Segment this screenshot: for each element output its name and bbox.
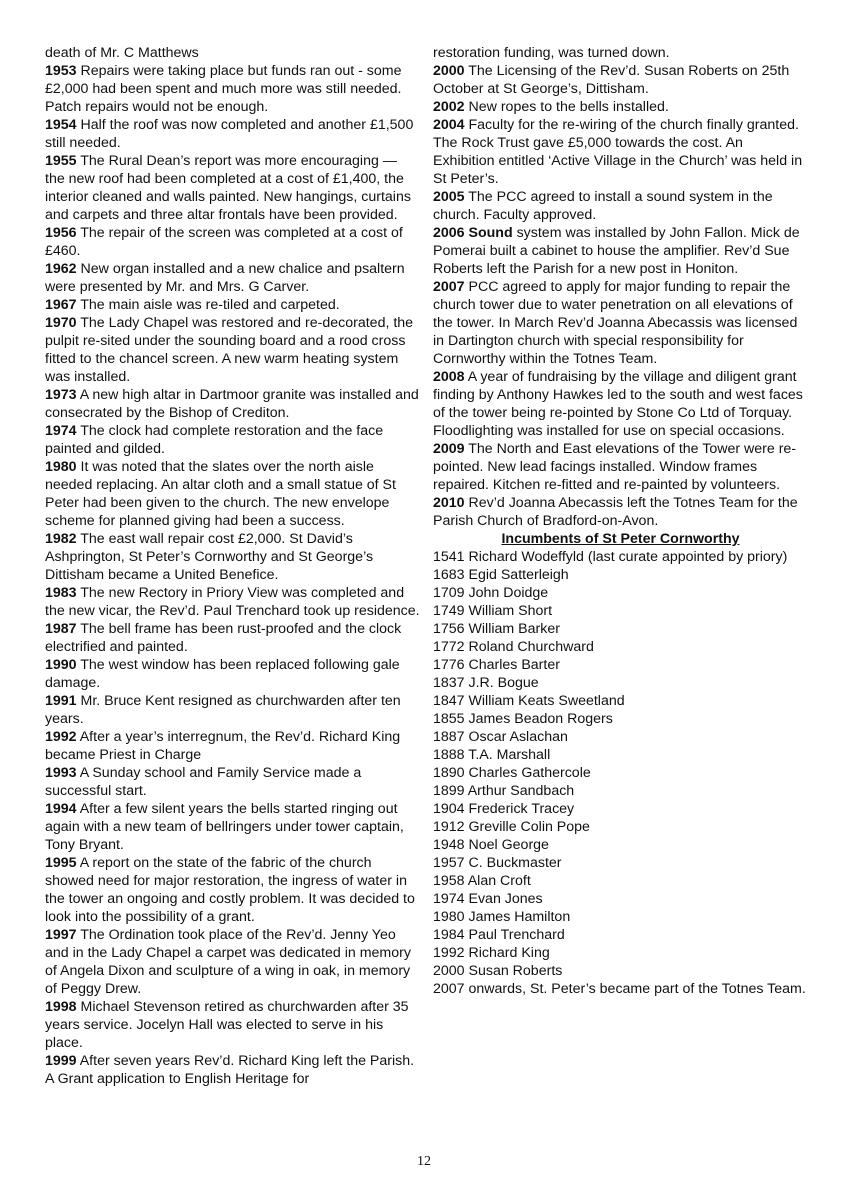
incumbent-entry: 1992 Richard King xyxy=(433,945,550,961)
entry-year: 1998 xyxy=(45,999,77,1015)
incumbent-entry: 1887 Oscar Aslachan xyxy=(433,729,568,745)
entry-year: 2002 xyxy=(433,99,465,115)
timeline-entry xyxy=(45,620,420,656)
incumbent-entry: 1890 Charles Gathercole xyxy=(433,765,591,781)
timeline-entry xyxy=(45,800,420,854)
entry-year: 1991 xyxy=(45,693,77,709)
entry-text: The PCC agreed to install a sound system in the church. Faculty approved. xyxy=(433,189,773,223)
incumbent-entry: 1904 Frederick Tracey xyxy=(433,801,575,817)
entry-text: The Ordination took place of the Rev’d. Jenny Yeo and in the Lady Chapel a carpet was dedicated in memory of Angela Dixon and sculpture of a wing in oak, in memory of Peggy Drew. xyxy=(45,927,411,997)
entry-text: Rev’d Joanna Abecassis left the Totnes Team for the Parish Church of Bradford-on-Avon. xyxy=(433,495,798,529)
incumbents-list xyxy=(433,548,808,998)
entry-year: 1982 xyxy=(45,531,77,547)
timeline-entry xyxy=(45,656,420,692)
timeline-entry xyxy=(45,116,420,152)
timeline-entry xyxy=(45,584,420,620)
timeline-entry xyxy=(45,530,420,584)
timeline-entry xyxy=(45,764,420,800)
entry-year: 2008 xyxy=(433,369,465,385)
entry-text: death of Mr. C Matthews xyxy=(45,45,199,61)
incumbent-entry: 1974 Evan Jones xyxy=(433,891,543,907)
entry-year: 1980 xyxy=(45,459,77,475)
entry-text: A new high altar in Dartmoor granite was installed and consecrated by the Bishop of Crediton. xyxy=(45,387,419,421)
entry-year: 1999 xyxy=(45,1053,77,1069)
entry-text: Repairs were taking place but funds ran out - some £2,000 had been spent and much more was still needed. Patch repairs would not be enough. xyxy=(45,63,402,115)
entry-text: Michael Stevenson retired as churchwarden after 35 years service. Jocelyn Hall was elected to serve in his place. xyxy=(45,999,409,1051)
timeline-entry xyxy=(433,44,808,62)
entry-year: 1987 xyxy=(45,621,77,637)
entry-year: 1997 xyxy=(45,927,77,943)
timeline-entry xyxy=(433,368,808,440)
entry-year: 2007 xyxy=(433,279,465,295)
incumbent-entry: 1776 Charles Barter xyxy=(433,657,560,673)
incumbent-entry: 1958 Alan Croft xyxy=(433,873,531,889)
entry-year: 1983 xyxy=(45,585,77,601)
incumbent-entry: 1984 Paul Trenchard xyxy=(433,927,565,943)
entry-year: 2005 xyxy=(433,189,465,205)
entry-text: The bell frame has been rust-proofed and the clock electrified and painted. xyxy=(45,621,402,655)
timeline-entry xyxy=(45,62,420,116)
entry-text: A Sunday school and Family Service made a successful start. xyxy=(45,765,362,799)
entry-year: 1973 xyxy=(45,387,77,403)
entry-year: 2006 Sound xyxy=(433,225,513,241)
incumbent-entry: 1772 Roland Churchward xyxy=(433,639,594,655)
timeline-entry xyxy=(45,296,420,314)
entry-text: The new Rectory in Priory View was completed and the new vicar, the Rev’d. Paul Trenchard took up residence. xyxy=(45,585,420,619)
entry-text: restoration funding, was turned down. xyxy=(433,45,670,61)
entry-year: 1970 xyxy=(45,315,77,331)
page-number: 12 xyxy=(417,1154,431,1169)
incumbents-heading: Incumbents of St Peter Cornworthy xyxy=(501,531,740,547)
entry-text: After a few silent years the bells started ringing out again with a new team of bellringers under tower captain, Tony Bryant. xyxy=(45,801,404,853)
entry-text: The Licensing of the Rev’d. Susan Roberts on 25th October at St George’s, Dittisham. xyxy=(433,63,790,97)
entry-year: 1995 xyxy=(45,855,77,871)
timeline-entry xyxy=(433,440,808,494)
entry-year: 1992 xyxy=(45,729,77,745)
incumbent-entry: 1749 William Short xyxy=(433,603,553,619)
timeline-entry xyxy=(433,494,808,530)
incumbent-entry: 1957 C. Buckmaster xyxy=(433,855,562,871)
incumbent-entry: 1888 T.A. Marshall xyxy=(433,747,551,763)
timeline-entry xyxy=(45,926,420,998)
entry-year: 1962 xyxy=(45,261,77,277)
entry-text: The west window has been replaced following gale damage. xyxy=(45,657,400,691)
entry-year: 1994 xyxy=(45,801,77,817)
entry-text: The east wall repair cost £2,000. St David’s Ashprington, St Peter’s Cornworthy and St George’s Dittisham became a United Benefice. xyxy=(45,531,374,583)
timeline-entry xyxy=(45,422,420,458)
entry-year: 2010 xyxy=(433,495,465,511)
entry-text: The North and East elevations of the Tower were re-pointed. New lead facings installed. Window frames repaired. Kitchen re-fitted and re-painted by volunteers. xyxy=(433,441,797,493)
incumbent-entry: 1837 J.R. Bogue xyxy=(433,675,539,691)
timeline-entry xyxy=(433,188,808,224)
entry-year: 2009 xyxy=(433,441,465,457)
incumbent-entry: 1948 Noel George xyxy=(433,837,549,853)
entry-year: 1955 xyxy=(45,153,77,169)
entry-text: After a year’s interregnum, the Rev’d. Richard King became Priest in Charge xyxy=(45,729,401,763)
entry-text: The Rural Dean’s report was more encouraging — the new roof had been completed at a cost of £1,400, the interior cleaned and walls painted. New hangings, curtains and carpets and three altar frontals have been provided. xyxy=(45,153,411,223)
entry-text: A report on the state of the fabric of the church showed need for major restoration, the ingress of water in the tower an ongoing and costly problem. It was decided to look into the possibility of a grant. xyxy=(45,855,415,925)
entry-year: 1953 xyxy=(45,63,77,79)
entry-year: 1956 xyxy=(45,225,77,241)
incumbent-entry: 1899 Arthur Sandbach xyxy=(433,783,575,799)
entry-text: PCC agreed to apply for major funding to repair the church tower due to water penetration on all elevations of the tower. In March Rev’d Joanna Abecassis was licensed in Dartington church with special responsibility for Cornworthy within the Totnes Team. xyxy=(433,279,798,367)
timeline-entry xyxy=(45,854,420,926)
timeline-entry xyxy=(433,98,808,116)
entry-year: 1993 xyxy=(45,765,77,781)
right-column xyxy=(433,44,808,998)
entry-text: The Lady Chapel was restored and re-decorated, the pulpit re-sited under the sounding board and a rood cross fitted to the chancel screen. A new warm heating system was installed. xyxy=(45,315,414,385)
incumbent-entry: 1847 William Keats Sweetland xyxy=(433,693,625,709)
timeline-entry xyxy=(45,314,420,386)
incumbent-entry: 2000 Susan Roberts xyxy=(433,963,563,979)
entry-text: A year of fundraising by the village and diligent grant finding by Anthony Hawkes led to the south and west faces of the tower being re-pointed by Stone Co Ltd of Torquay. Floodlighting was installed for use on special occasions. xyxy=(433,369,803,439)
timeline-entry xyxy=(45,692,420,728)
entry-text: The repair of the screen was completed at a cost of £460. xyxy=(45,225,403,259)
incumbent-entry: 1541 Richard Wodeffyld (last curate appointed by priory) xyxy=(433,549,788,565)
entry-text: Faculty for the re-wiring of the church finally granted. The Rock Trust gave £5,000 towards the cost. An Exhibition entitled ‘Active Village in the Church’ was held in St Peter’s. xyxy=(433,117,803,187)
timeline-entry xyxy=(433,62,808,98)
incumbent-entry: 1709 John Doidge xyxy=(433,585,549,601)
incumbent-entry: 1683 Egid Satterleigh xyxy=(433,567,569,583)
timeline-entry xyxy=(45,1052,420,1088)
timeline-entry xyxy=(45,386,420,422)
timeline-entry xyxy=(45,458,420,530)
incumbent-entry: 1912 Greville Colin Pope xyxy=(433,819,590,835)
timeline-entry xyxy=(433,116,808,188)
entry-text: New organ installed and a new chalice and psaltern were presented by Mr. and Mrs. G Carver. xyxy=(45,261,405,295)
entry-text: New ropes to the bells installed. xyxy=(464,99,669,115)
timeline-entry xyxy=(45,998,420,1052)
entry-text: It was noted that the slates over the north aisle needed replacing. An altar cloth and a small statue of St Peter had been given to the church. The new envelope scheme for planned giving had been a success. xyxy=(45,459,396,529)
incumbent-entry: 1756 William Barker xyxy=(433,621,560,637)
entry-year: 1954 xyxy=(45,117,77,133)
entry-year: 1990 xyxy=(45,657,77,673)
timeline-entry xyxy=(45,152,420,224)
entry-text: Half the roof was now completed and another £1,500 still needed. xyxy=(45,117,414,151)
entry-text: The clock had complete restoration and the face painted and gilded. xyxy=(45,423,384,457)
entry-text: After seven years Rev’d. Richard King left the Parish. A Grant application to English Heritage for xyxy=(45,1053,415,1087)
timeline-entry xyxy=(433,224,808,278)
incumbent-entry: 2007 onwards, St. Peter’s became part of the Totnes Team. xyxy=(433,981,806,997)
timeline-right xyxy=(433,44,808,530)
entry-year: 2004 xyxy=(433,117,465,133)
timeline-entry xyxy=(45,224,420,260)
timeline-entry xyxy=(45,44,420,62)
left-column xyxy=(45,44,420,1088)
timeline-entry xyxy=(433,278,808,368)
entry-text: Mr. Bruce Kent resigned as churchwarden after ten years. xyxy=(45,693,401,727)
incumbent-entry: 1855 James Beadon Rogers xyxy=(433,711,613,727)
entry-text: system was installed by John Fallon. Mick de Pomerai built a cabinet to house the amplifier. Rev’d Sue Roberts left the Parish for a new post in Honiton. xyxy=(433,225,800,277)
timeline-entry xyxy=(45,728,420,764)
entry-year: 1974 xyxy=(45,423,77,439)
entry-year: 2000 xyxy=(433,63,465,79)
incumbent-entry: 1980 James Hamilton xyxy=(433,909,571,925)
timeline-entry xyxy=(45,260,420,296)
entry-year: 1967 xyxy=(45,297,77,313)
entry-text: The main aisle was re-tiled and carpeted. xyxy=(76,297,340,313)
